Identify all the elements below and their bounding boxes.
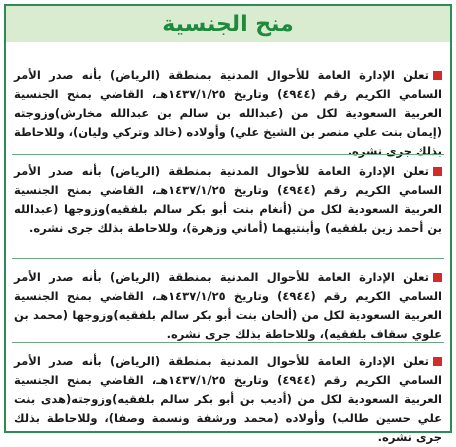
notice-text: تعلن الإدارة العامة للأحوال المدنية بمنطقة (الرياض) بأنه صدر الأمر السامي الكريم رقم (٤٩٤٤) وتاريخ ١٤٣٧/١/٢٥هـ، القاضي بمنح الجنسية العربية السعودية لكل من (أنغام بنت أبو بكر سالم بلفقيه)وزوجها (عبدالله بن أحمد زين بلفقيه) وأبنتيهما (أماني وزهرة)، وللاحاطة بذلك جرى نشره. <box>14 164 442 235</box>
title-banner <box>6 6 450 42</box>
notice-item <box>14 66 442 161</box>
notice-divider <box>12 154 444 155</box>
red-square-bullet-icon <box>433 71 442 80</box>
red-square-bullet-icon <box>433 357 442 366</box>
notice-divider <box>12 258 444 259</box>
notice-frame <box>4 4 452 444</box>
notice-item <box>14 352 442 447</box>
red-square-bullet-icon <box>433 273 442 282</box>
notice-text: تعلن الإدارة العامة للأحوال المدنية بمنطقة (الرياض) بأنه صدر الأمر السامي الكريم رقم (٤٩٤٤) وتاريخ ١٤٣٧/١/٢٥هـ، القاضي بمنح الجنسية العربية السعودية لكل من (عبدالله بن سالم بن عبدالله مخارش)وزوجته (إيمان بنت علي منصر بن الشيخ علي) وأولاده (خالد وتركي وليان)، وللاحاطة بذلك جرى نشره. <box>14 68 442 158</box>
notice-text: تعلن الإدارة العامة للأحوال المدنية بمنطقة (الرياض) بأنه صدر الأمر السامي الكريم رقم (٤٩٤٤) وتاريخ ١٤٣٧/١/٢٥هـ، القاضي بمنح الجنسية العربية السعودية لكل من (أديب بن أبو بكر سالم بلفقيه)وزوجته(هدى بنت علي حسين طالب) وأولاده (محمد ورشفة ونسمة وصفا)، وللاحاطة بذلك جرى نشره. <box>14 354 442 444</box>
red-square-bullet-icon <box>433 167 442 176</box>
page-title: منح الجنسية <box>162 11 294 37</box>
notice-divider <box>12 342 444 343</box>
notice-item <box>14 162 442 238</box>
notice-item <box>14 268 442 344</box>
notice-text: تعلن الإدارة العامة للأحوال المدنية بمنطقة (الرياض) بأنه صدر الأمر السامي الكريم رقم (٤٩٤٤) وتاريخ ١٤٣٧/١/٢٥هـ، القاضي بمنح الجنسية العربية السعودية لكل من (ألحان بنت أبو بكر سالم بلفقيه)وزوجها (محمد بن علوي سقاف بلفقيه)، وللاحاطة بذلك جرى نشره. <box>14 270 442 341</box>
notices-list <box>6 44 450 444</box>
